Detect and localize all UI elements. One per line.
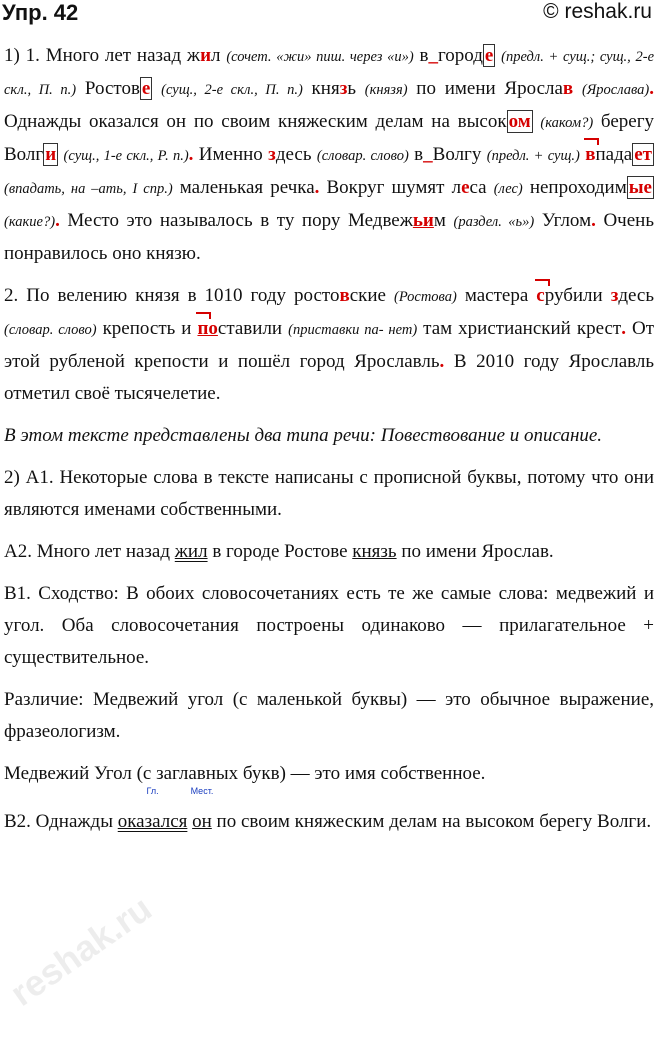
page-header	[0, 0, 658, 34]
paragraph-2: 2. По велению князя в 1010 году ростовские (Ростова) мастера срубили здесь (словар. слово) крепость и поставили (приставки па- нет) там христианский крест. От этой рубленой крепости и пошёл город Ярославль. В 2010 году Ярославль отметил своё тысячелетие.	[4, 285, 654, 404]
predicate: оказался	[117, 811, 188, 832]
pronoun-label: Мест.	[190, 786, 214, 796]
answer-b1-proper-name: Медвежий Угол (с заглавных букв) — это имя собственное.	[4, 763, 486, 784]
subject: он	[192, 811, 212, 832]
paragraph-speech-types: В этом тексте представлены два типа речи: Повествование и описание.	[4, 425, 603, 446]
exercise-title: Упр. 42	[2, 0, 79, 25]
answer-content	[4, 40, 654, 848]
answer-b1-difference: Различие: Медвежий угол (с маленькой буквы) — это обычное выражение, фразеологизм.	[4, 689, 654, 742]
paragraph-1: 1) 1. Много лет назад жил (сочет. «жи» пиш. через «и») в_город е (предл. + сущ.; сущ., 2-е скл., П. п.) Ростов е (сущ., 2-е скл., П. п.) князь (князя) по имени Ярослав (Ярослава). Однажды оказался он по своим княжеским делам на высок ом (каком?) берегу Волг и (сущ., 1-е скл., Р. п.). Именно здесь (словар. слово) в_Волгу (предл. + сущ.) впада ет (впадать, на –ать, I спр.) маленькая речка. Вокруг шумят леса (лес) непроходим ые (какие?). Место это называлось в ту пору Медвежьим (раздел. «ь») Углом. Очень понравилось оно князю.	[4, 45, 655, 264]
answer-b2: В2. Однажды Гл. оказался Мест. он по своим княжеским делам на высоком берегу Волги.	[4, 786, 652, 832]
answer-b1-similarity: В1. Сходство: В обоих словосочетаниях есть те же самые слова: медвежий и угол. Оба словосочетания построены одинаково — прилагательное + существительное.	[4, 583, 654, 668]
verb-label: Гл.	[146, 786, 159, 796]
site-name[interactable]: © reshak.ru	[543, 0, 652, 23]
answer-a2: А2. Много лет назад жил в городе Ростове князь по имени Ярослав.	[4, 541, 554, 562]
watermark: reshak.ru	[2, 887, 159, 1014]
answer-a1: 2) А1. Некоторые слова в тексте написаны с прописной буквы, потому что они являются именами собственными.	[4, 467, 654, 520]
